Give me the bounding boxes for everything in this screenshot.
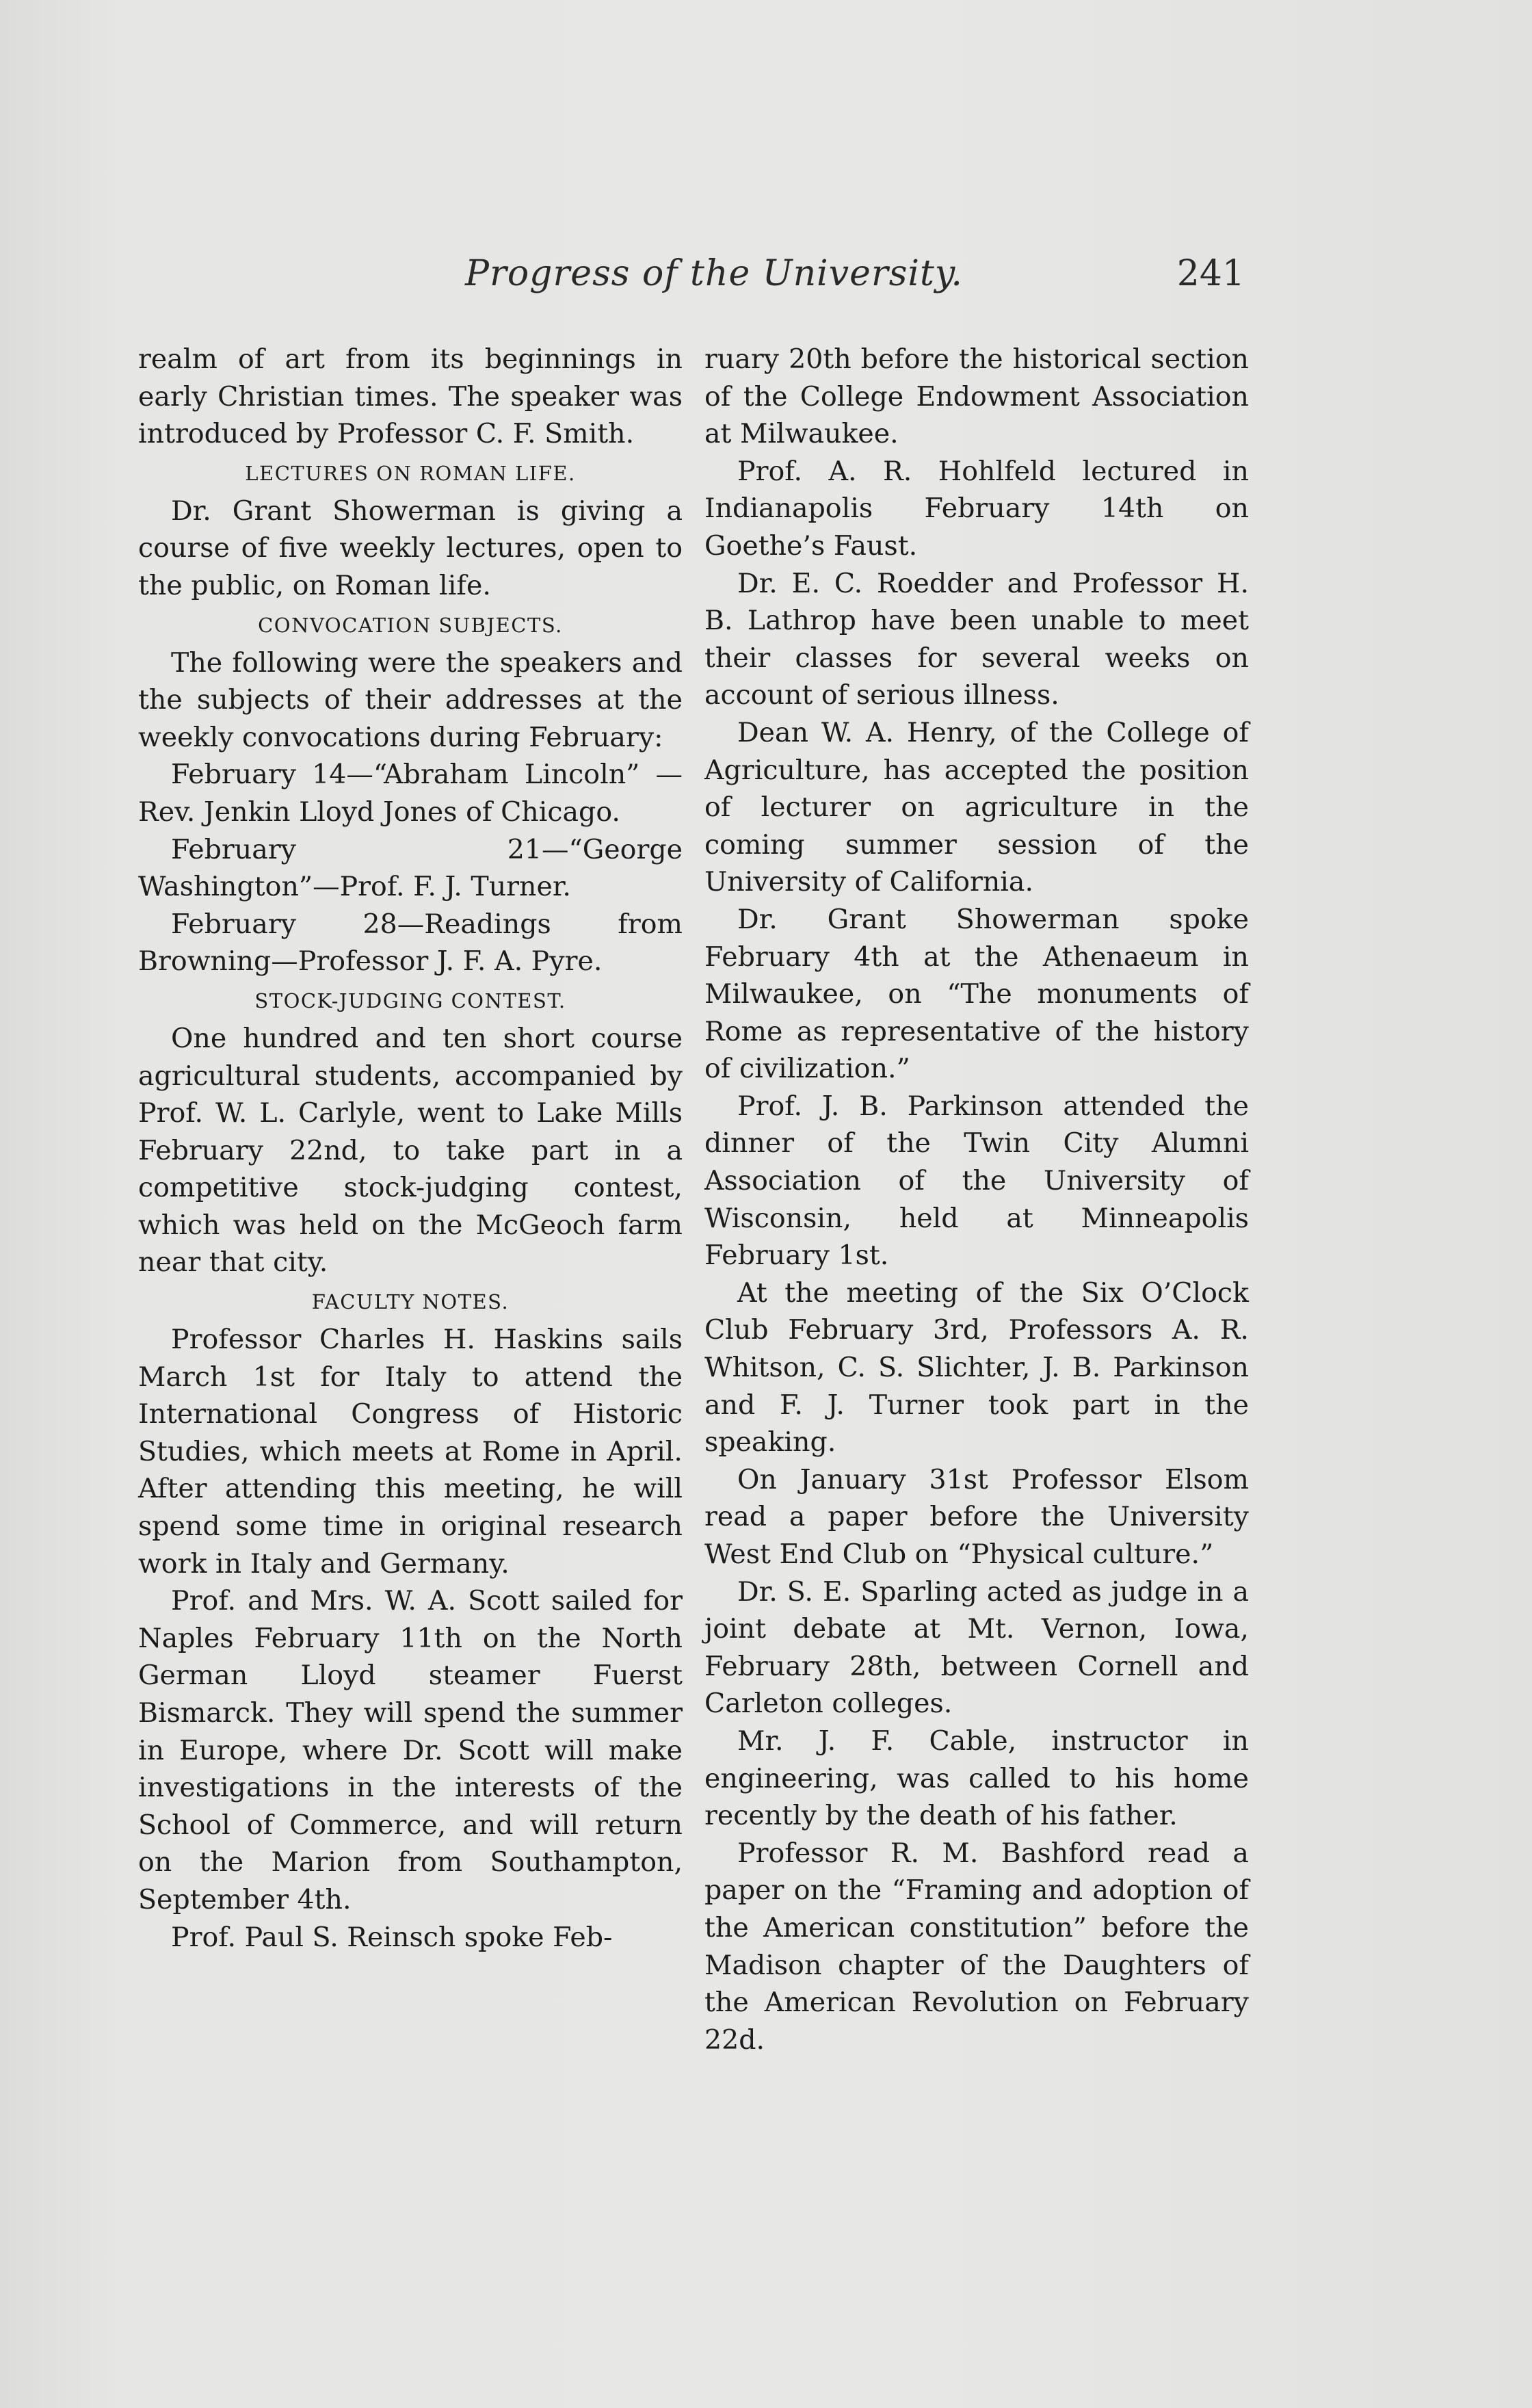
paragraph: ruary 20th before the historical section of the College Endowment Association at Milwaukee. (704, 343, 1249, 450)
left-column (138, 341, 683, 1956)
paragraph: The following were the speakers and the subjects of their addresses at the weekly convocations during February: (138, 646, 683, 753)
paragraph: Professor Charles H. Haskins sails March 1st for Italy to attend the International Congress of Historic Studies, which meets at Rome in April. After attending this meeting, he will spend some time in original research work in Italy and Germany. (138, 1324, 683, 1580)
paragraph: Prof. J. B. Parkinson attended the dinner of the Twin City Alumni Association of the University of Wisconsin, held at Minneapolis February 1st. (704, 1090, 1249, 1272)
section-heading: LECTURES ON ROMAN LIFE. (245, 461, 576, 485)
paragraph: realm of art from its beginnings in early Christian times. The speaker was introduced by Professor C. F. Smith. (138, 343, 683, 450)
paragraph: Dr. Grant Showerman is giving a course of five weekly lectures, open to the public, on Roman life. (138, 495, 683, 601)
paragraph: February 28—Readings from Browning—Professor J. F. A. Pyre. (138, 908, 683, 978)
running-title: Progress of the University. (465, 253, 963, 294)
right-column (704, 341, 1249, 2058)
section-heading: STOCK-JUDGING CONTEST. (254, 989, 566, 1012)
paragraph: February 14—“Abraham Lincoln” —Rev. Jenkin Lloyd Jones of Chicago. (138, 759, 683, 828)
paragraph: Prof. A. R. Hohlfeld lectured in Indianapolis February 14th on Goethe’s Faust. (704, 455, 1249, 562)
paragraph: At the meeting of the Six O’Clock Club February 3rd, Professors A. R. Whitson, C. S. Slichter, J. B. Parkinson and F. J. Turner took part in the speaking. (704, 1277, 1249, 1458)
section-heading: CONVOCATION SUBJECTS. (258, 613, 563, 637)
paragraph: Dr. Grant Showerman spoke February 4th at the Athenaeum in Milwaukee, on “The monuments of Rome as representative of the history of civilization.” (704, 903, 1249, 1085)
paragraph: Dr. E. C. Roedder and Professor H. B. Lathrop have been unable to meet their classes for several weeks on account of serious illness. (704, 567, 1249, 711)
paragraph: On January 31st Professor Elsom read a paper before the University West End Club on “Physical culture.” (704, 1463, 1249, 1570)
paragraph: Prof. and Mrs. W. A. Scott sailed for Naples February 11th on the North German Lloyd steamer Fuerst Bismarck. They will spend the summer in Europe, where Dr. Scott will make investigations in the interests of the School of Commerce, and will return on the Marion from Southampton, September 4th. (138, 1585, 683, 1915)
page-header (137, 253, 1245, 308)
paragraph: Mr. J. F. Cable, instructor in engineering, was called to his home recently by the death of his father. (704, 1725, 1249, 1832)
paragraph: February 21—“George Washington”—Prof. F. J. Turner. (138, 833, 683, 903)
section-heading: FACULTY NOTES. (311, 1290, 510, 1314)
paragraph: Dr. S. E. Sparling acted as judge in a joint debate at Mt. Vernon, Iowa, February 28th, between Cornell and Carleton colleges. (704, 1575, 1249, 1720)
page-number: 241 (1176, 253, 1245, 294)
paragraph: Prof. Paul S. Reinsch spoke Feb- (171, 1921, 613, 1953)
paragraph: Dean W. A. Henry, of the College of Agriculture, has accepted the position of lecturer on agriculture in the coming summer session of the University of California. (704, 716, 1249, 898)
paragraph: Professor R. M. Bashford read a paper on the “Framing and adoption of the American constitution” before the Madison chapter of the Daughters of the American Revolution on February 22d. (704, 1837, 1249, 2056)
paragraph: One hundred and ten short course agricultural students, accompanied by Prof. W. L. Carlyle, went to Lake Mills February 22nd, to take part in a competitive stock-judging contest, which was held on the McGeoch farm near that city. (138, 1022, 683, 1279)
